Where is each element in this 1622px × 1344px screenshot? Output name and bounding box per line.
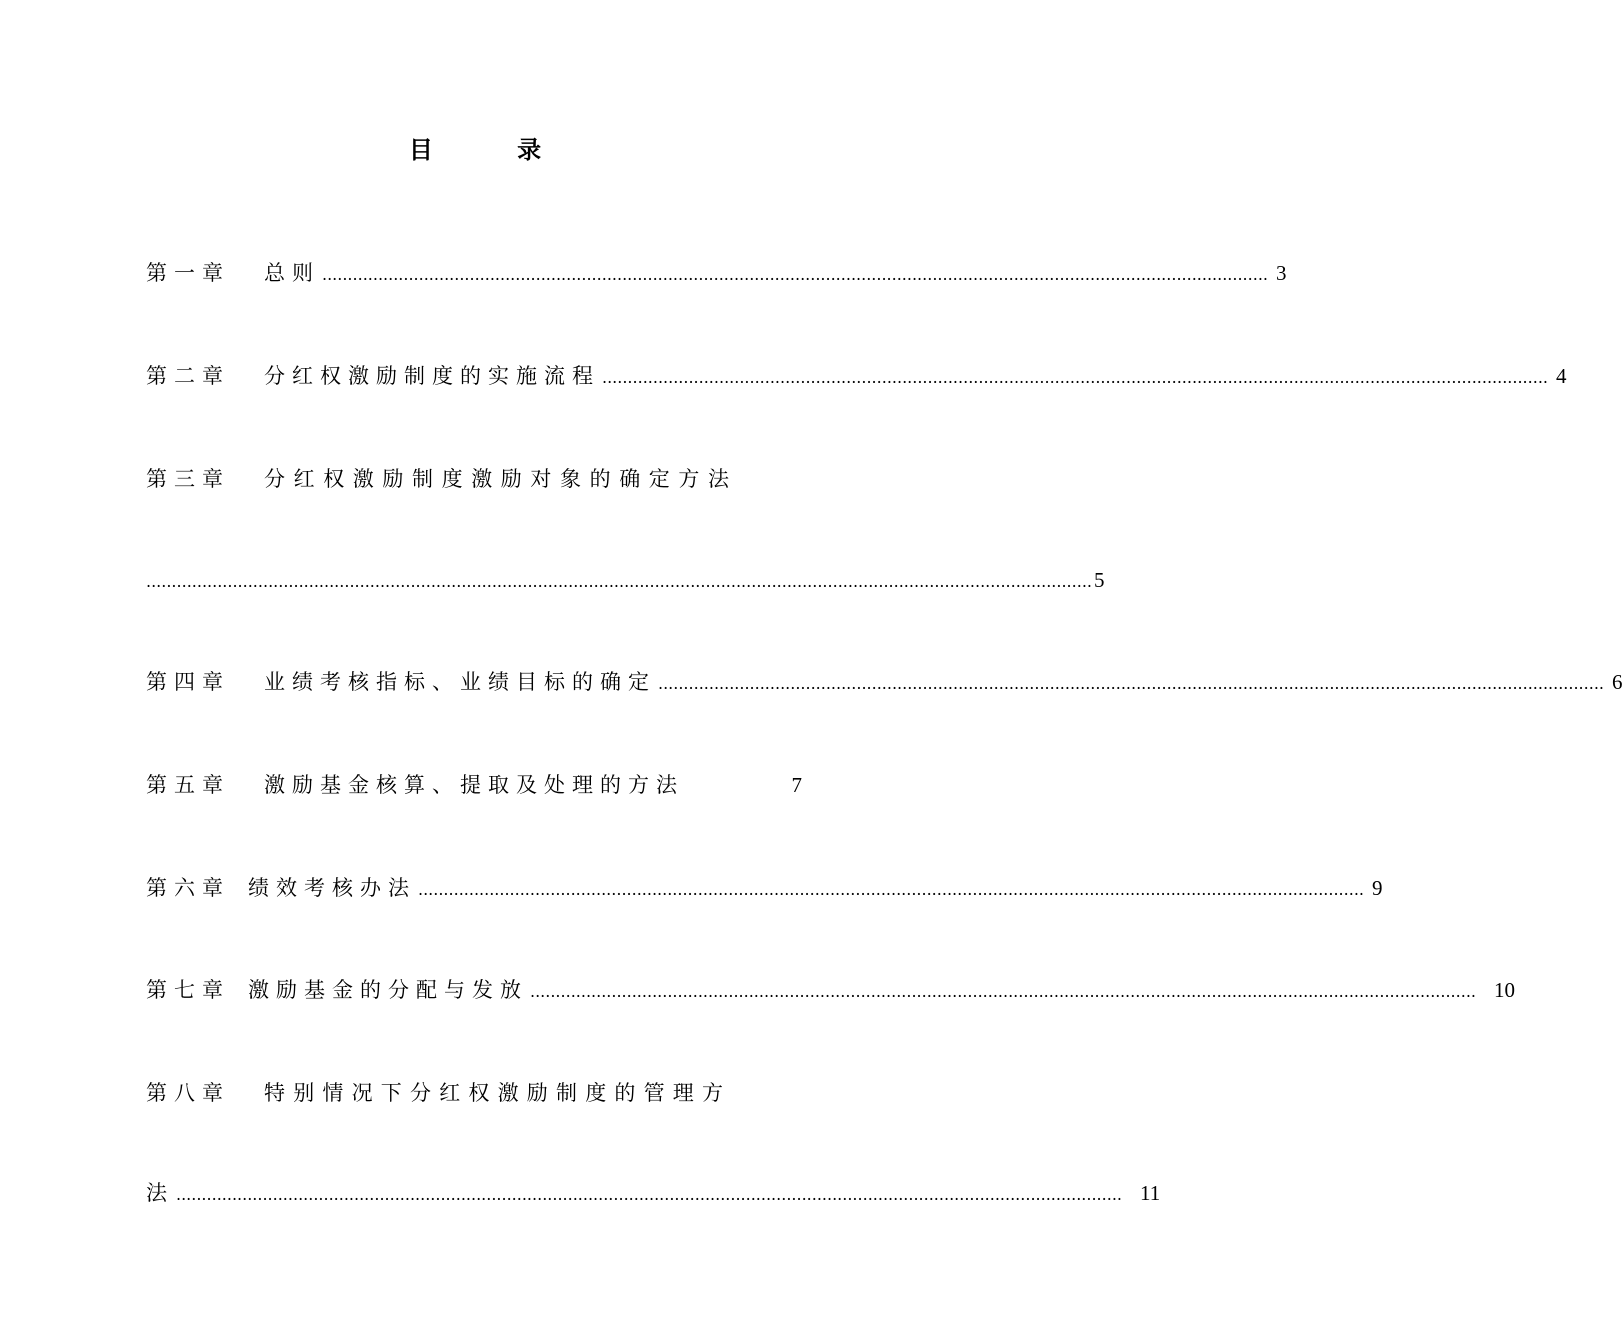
toc-page-number: 10 <box>1493 978 1515 1002</box>
toc-entry-4[interactable] <box>146 662 1622 702</box>
toc-leader-dots: .......................................................................................................................................................................................... <box>146 572 1092 591</box>
toc-entry-title-continuation: 法 <box>146 1181 174 1205</box>
toc-chapter-label: 第七章 <box>146 978 230 1002</box>
toc-chapter-label: 第六章 <box>146 876 230 900</box>
toc-entry-6[interactable] <box>146 868 1383 908</box>
toc-chapter-label: 第三章 <box>146 467 230 491</box>
toc-entry-5[interactable] <box>146 765 802 805</box>
toc-chapter-label: 第二章 <box>146 364 230 388</box>
toc-entry-title: 激励基金的分配与发放 <box>248 978 528 1002</box>
toc-page-number: 7 <box>791 773 802 797</box>
toc-entry-2[interactable] <box>146 356 1567 396</box>
toc-entry-title: 分红权激励制度的实施流程 <box>264 364 600 388</box>
toc-page-number: 6 <box>1611 670 1622 694</box>
toc-leader-dots: .......................................................................................................................................................................................... <box>418 880 1364 899</box>
toc-chapter-label: 第八章 <box>146 1081 230 1105</box>
toc-title: 目 录 <box>408 135 580 164</box>
toc-chapter-label: 第四章 <box>146 670 230 694</box>
toc-entry-8[interactable] <box>146 1073 802 1113</box>
toc-entry-title: 业绩考核指标、业绩目标的确定 <box>264 670 656 694</box>
toc-entry-1[interactable] <box>146 253 1287 293</box>
toc-entry-7[interactable] <box>146 970 1515 1010</box>
toc-entry-title: 绩效考核办法 <box>248 876 416 900</box>
toc-page-number: 4 <box>1555 364 1567 388</box>
toc-entry-title: 特别情况下分红权激励制度的管理方 <box>264 1081 732 1105</box>
toc-chapter-label: 第一章 <box>146 261 230 285</box>
toc-leader-dots: .......................................................................................................................................................................................... <box>176 1185 1122 1204</box>
toc-entry-title: 总则 <box>264 261 320 285</box>
toc-leader-dots: .......................................................................................................................................................................................... <box>530 982 1476 1001</box>
toc-entry-title: 激励基金核算、提取及处理的方法 <box>264 773 684 797</box>
toc-leader-dots: .......................................................................................................................................................................................... <box>322 265 1268 284</box>
toc-leader-dots: .......................................................................................................................................................................................... <box>658 674 1604 693</box>
toc-entry-3[interactable] <box>146 459 802 499</box>
toc-leader-dots: .......................................................................................................................................................................................... <box>602 368 1548 387</box>
toc-page-number: 5 <box>1093 568 1105 592</box>
toc-entry-3-continuation[interactable] <box>146 560 1105 600</box>
toc-page-number: 3 <box>1275 261 1287 285</box>
toc-chapter-label: 第五章 <box>146 773 230 797</box>
toc-page-number: 9 <box>1371 876 1383 900</box>
toc-page-number: 11 <box>1139 1181 1161 1205</box>
toc-entry-8-continuation[interactable] <box>146 1173 1161 1213</box>
toc-entry-title: 分红权激励制度激励对象的确定方法 <box>264 467 738 491</box>
